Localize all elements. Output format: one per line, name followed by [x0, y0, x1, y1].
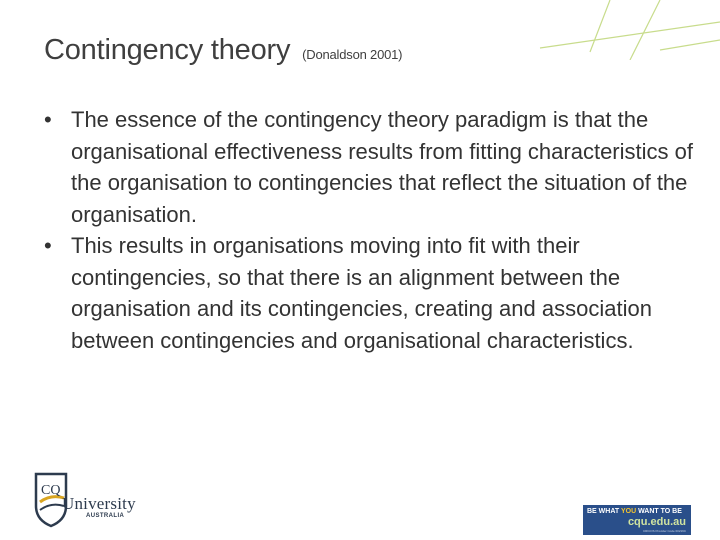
- bullet-text: This results in organisations moving into fit with their contingencies, so that there is an alignment between the organisation and its contingencies, creating and association between contingencies and organisational characteristics.: [71, 233, 652, 353]
- title-citation: (Donaldson 2001): [302, 47, 403, 62]
- bullet-item: [44, 104, 694, 230]
- slide-title: [44, 34, 402, 67]
- shield-letters: CQ: [41, 483, 61, 498]
- bullet-marker: •: [44, 107, 52, 132]
- bullet-item: [44, 230, 694, 356]
- cqu-badge: [583, 505, 691, 535]
- logo-wordmark: University: [62, 494, 136, 513]
- badge-tagline-you: YOU: [620, 508, 637, 515]
- badge-fineprint: CRICOS Provider Code 00219C: [642, 529, 686, 533]
- badge-tagline-part: BE WHAT: [587, 508, 621, 515]
- badge-url: cqu.edu.au: [627, 516, 686, 528]
- bullet-list: [44, 104, 694, 356]
- badge-tagline-part: WANT TO BE: [636, 508, 682, 515]
- title-text: Contingency theory: [44, 34, 291, 66]
- bullet-marker: •: [44, 233, 52, 258]
- badge-tagline: [587, 508, 682, 515]
- bullet-text: The essence of the contingency theory paradigm is that the organisational effectiveness results from fitting characteristics of the organisation to contingencies that reflect the situation of the organisation.: [71, 107, 693, 227]
- decorative-lines: [520, 0, 720, 60]
- logo-subtitle: AUSTRALIA: [86, 513, 125, 519]
- cqu-logo: [34, 470, 154, 532]
